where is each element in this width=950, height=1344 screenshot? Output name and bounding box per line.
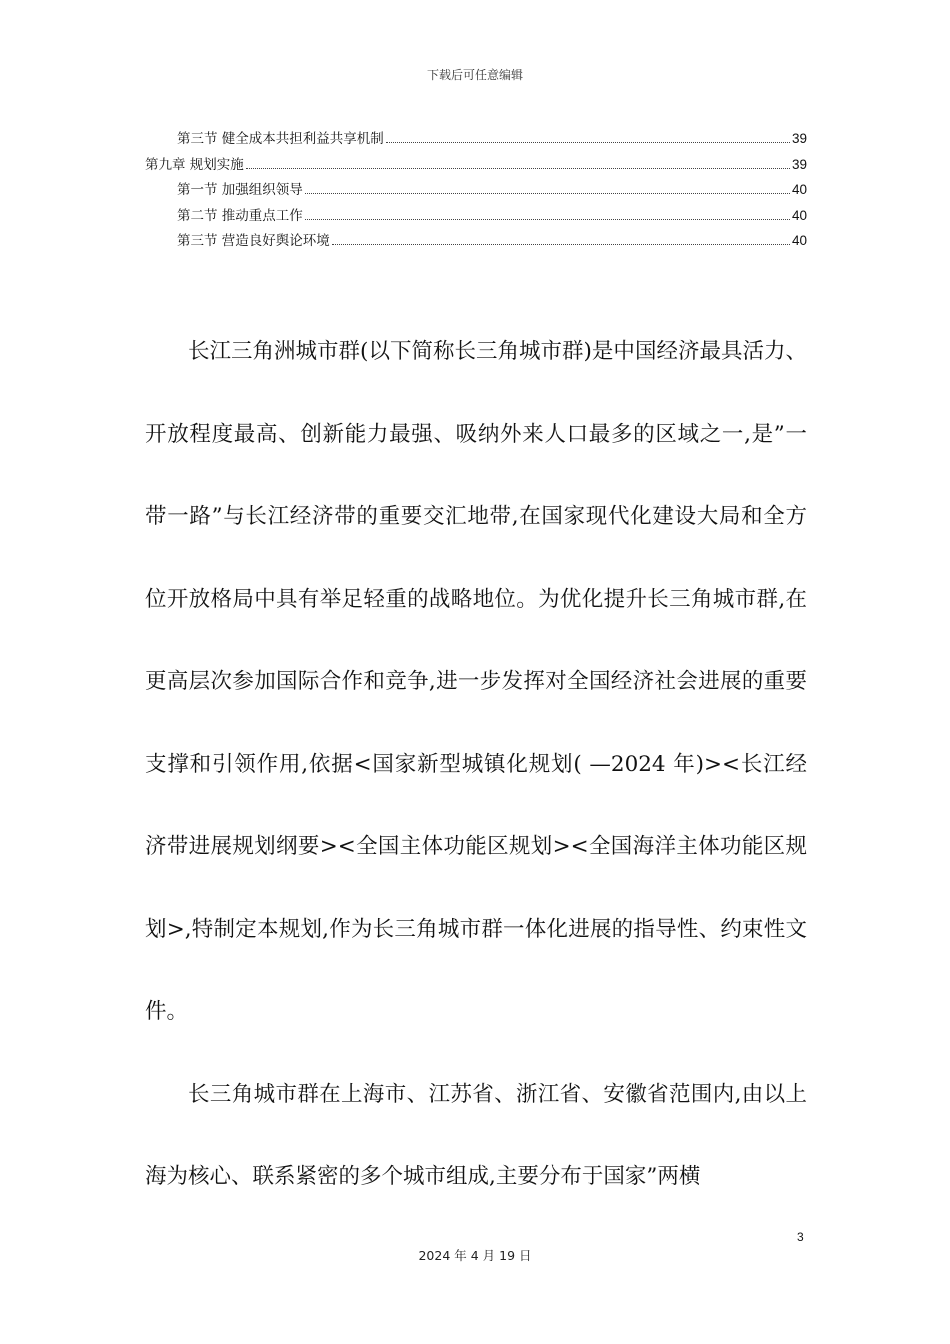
toc-entry-title: 第九章 规划实施	[145, 156, 244, 173]
toc-leader-dots	[386, 141, 790, 143]
document-body	[145, 311, 807, 1219]
toc-leader-dots	[332, 243, 790, 245]
toc-entry-title: 第一节 加强组织领导	[177, 182, 303, 198]
toc-entry-page: 40	[791, 207, 807, 223]
toc-entry-title: 第三节 健全成本共担利益共享机制	[177, 131, 384, 147]
toc-entry[interactable]	[145, 127, 807, 153]
toc-entry[interactable]	[145, 229, 807, 255]
toc-entry[interactable]	[145, 204, 807, 230]
page-header: 下载后可任意编辑	[426, 68, 523, 82]
page-footer-date: 2024 年 4 月 19 日	[418, 1248, 532, 1263]
page-number: 3	[797, 1230, 804, 1244]
toc-entry-title: 第二节 推动重点工作	[177, 207, 303, 224]
toc-entry-page: 39	[791, 131, 807, 146]
toc-entry[interactable]	[145, 178, 807, 204]
toc-entry-page: 40	[791, 182, 807, 197]
toc-entry-page: 39	[791, 156, 807, 172]
toc-entry-title: 第三节 营造良好舆论环境	[177, 233, 330, 249]
toc-leader-dots	[246, 167, 790, 169]
toc-entry[interactable]	[145, 153, 807, 179]
body-paragraph: 长三角城市群在上海市、江苏省、浙江省、安徽省范围内,由以上海为核心、联系紧密的多个城市组成,主要分布于国家”两横	[145, 1081, 807, 1189]
body-paragraph: 长江三角洲城市群(以下简称长三角城市群)是中国经济最具活力、开放程度最高、创新能力最强、吸纳外来人口最多的区域之一,是”一带一路”与长江经济带的重要交汇地带,在国家现代化建设大局和全方位开放格局中具有举足轻重的战略地位。为优化提升长三角城市群,在更高层次参加国际合作和竞争,进一步发挥对全国经济社会进展的重要支撑和引领作用,依据<国家新型城镇化规划( —2024 年)><长江经济带进展规划纲要><全国主体功能区规划><全国海洋主体功能区规划>,特制定本规划,作为长三角城市群一体化进展的指导性、约束性文件。	[145, 339, 807, 1024]
toc-entry-page: 40	[791, 233, 807, 248]
toc-leader-dots	[305, 192, 790, 194]
table-of-contents	[145, 127, 807, 255]
toc-leader-dots	[305, 218, 790, 220]
